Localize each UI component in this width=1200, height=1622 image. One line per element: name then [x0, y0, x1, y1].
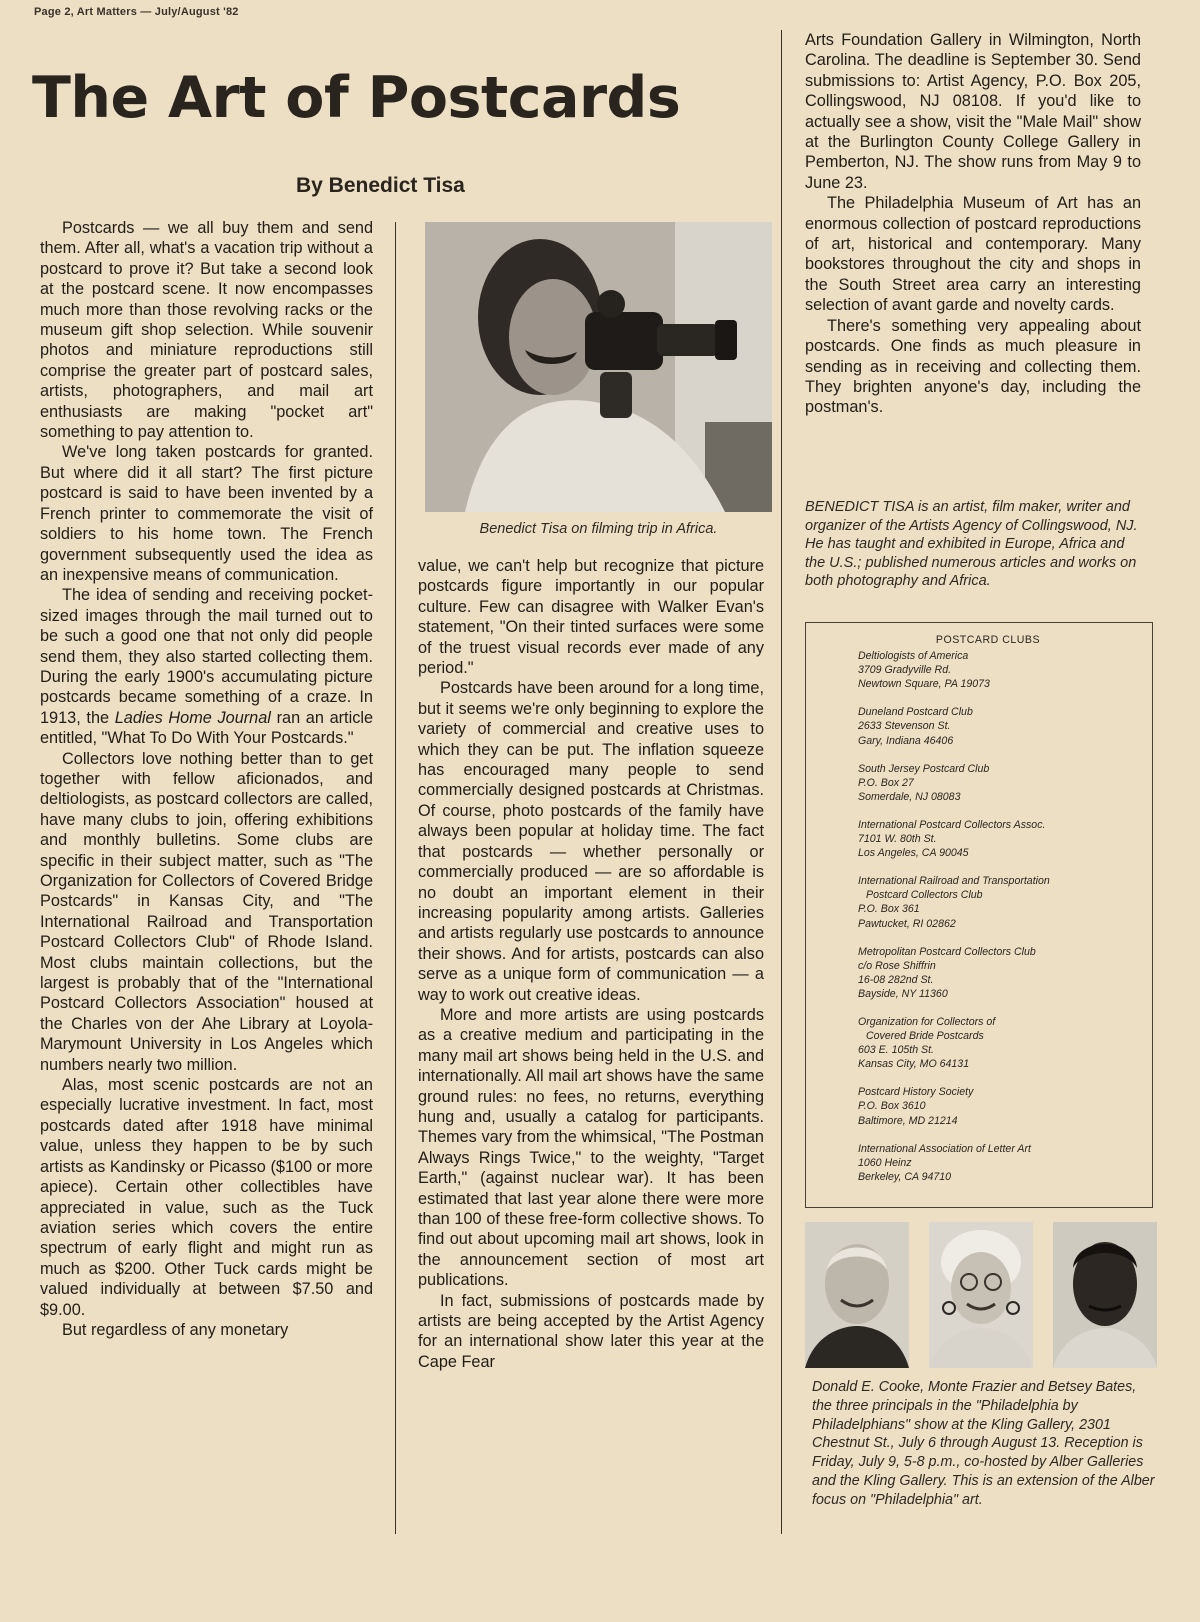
club-entry: Organization for Collectors of Covered Bride Postcards 603 E. 105th St. Kansas City, MO 64131: [858, 1015, 996, 1071]
portraits-row: [805, 1222, 1159, 1372]
clubs-title: POSTCARD CLUBS: [935, 634, 1041, 646]
paragraph: Alas, most scenic postcards are not an especially lucrative investment. In fact, most postcards dated after 1918 have minimal value, unless they happen to be by such artists as Kandinsky or Picasso ($100 or more apiece). Certain other collectibles have appreciated in value, such as the Tuck aviation series which covers the entire spectrum of early flight and might run as much as $200. Other Tuck cards might be valued individually at between $7.50 and $9.00.: [40, 1076, 373, 1319]
portraits-caption: Donald E. Cooke, Monte Frazier and Betsey Bates, the three principals in the "Philadelphia by Philadelphians" show at the Kling Gallery, 2301 Chestnut St., July 6 through August 13. Reception is Friday, July 9, 5-8 p.m., co-hosted by Alber Galleries and the Kling Gallery. This is an extension of the Alber focus on "Philadelphia" art.: [812, 1379, 1155, 1508]
postcard-clubs-box: [805, 622, 1153, 1208]
paragraph: In fact, submissions of postcards made by artists are being accepted by the Artist Agency for an international show later this year at the Cape Fear: [418, 1291, 764, 1371]
paragraph: But regardless of any monetary: [62, 1320, 289, 1339]
journal-title: Ladies Home Journal: [114, 708, 271, 727]
club-entry: Postcard History Society P.O. Box 3610 Baltimore, MD 21214: [858, 1086, 974, 1127]
author-photo: [425, 222, 772, 512]
column-3: [805, 30, 1141, 418]
running-head: Page 2, Art Matters — July/August '82: [34, 6, 239, 18]
paragraph: Arts Foundation Gallery in Wilmington, North Carolina. The deadline is September 30. Send submissions to: Artist Agency, P.O. Box 205, Collingswood, NJ 08108. If you'd like to actually see a show, visit the "Male Mail" show at the Burlington County College Gallery in Pemberton, NJ. The show runs from May 9 to June 23.: [805, 31, 1141, 192]
headline: The Art of Postcards: [32, 65, 681, 131]
paragraph: More and more artists are using postcards as a creative medium and participating in the many mail art shows being held in the U.S. and internationally. All mail art shows have the same ground rules: no fees, no returns, everything hung and, usually a catalog for participants. Themes vary from the whimsical, "The Postman Always Rings Twice," to the weighty, "Target Earth," (against nuclear war). It has been estimated that last year alone there were more than 100 of these free-form collective shows. To find out about upcoming mail art shows, look in the announcement section of most art publications.: [418, 1005, 764, 1290]
club-entry: Deltiologists of America 3709 Gradyville Rd. Newtown Square, PA 19073: [858, 650, 990, 691]
paragraph: Postcards have been around for a long time, but it seems we're only beginning to explore the variety of commercial and creative uses to which they can be put. The inflation squeeze has encouraged many people to send commercially designed postcards at Christmas. Of course, photo postcards of the family have always been popular at holiday time. The fact that postcards — whether personally or commercially produced — are so affordable is no doubt an important element in their increasing popularity among artists. Galleries and artists regularly use postcards to announce their shows. And for artists, postcards can also serve as a unique form of communication — a way to work out creative ideas.: [418, 679, 764, 1004]
club-entry: International Postcard Collectors Assoc. 7101 W. 80th St. Los Angeles, CA 90045: [858, 818, 1046, 860]
club-entry: International Association of Letter Art 1060 Heinz Berkeley, CA 94710: [858, 1142, 1031, 1183]
club-entry: International Railroad and Transportation Postcard Collectors Club P.O. Box 361 Pawtucket, RI 02862: [858, 875, 1050, 930]
paragraph: The Philadelphia Museum of Art has an enormous collection of postcard reproductions of art, historical and contemporary. Many bookstores throughout the city and shops in the South Street area carry an interesting selection of avant garde and novelty cards.: [805, 194, 1141, 315]
club-entry: Duneland Postcard Club 2633 Stevenson St. Gary, Indiana 46406: [858, 706, 973, 747]
paragraph: Collectors love nothing better than to get together with fellow aficionados, and deltiologists, as postcard collectors are called, have many clubs to join, offering exhibitions and monthly bulletins. Some clubs are specific in their subject matter, such as "The Organization for Collectors of Covered Bridge Postcards" in Kansas City, and "The International Railroad and Transportation Postcard Collectors Club" of Rhode Island. Most clubs maintain collections, but the largest is probably that of the "International Postcard Collectors Association" housed at the Charles von der Ahe Library at Loyola-Marymount University in Los Angeles which numbers nearly two million.: [40, 749, 373, 1074]
club-entry: Metropolitan Postcard Collectors Club c/o Rose Shiffrin 16-08 282nd St. Bayside, NY 11360: [858, 945, 1036, 1000]
paragraph: There's something very appealing about postcards. One finds as much pleasure in sending as in receiving and collecting them. They brighten anyone's day, including the postman's.: [805, 316, 1141, 417]
column-1: [40, 218, 373, 1340]
club-entry: South Jersey Postcard Club P.O. Box 27 Somerdale, NJ 08083: [858, 762, 990, 803]
paragraph: The idea of sending and receiving pocket-sized images through the mail turned out to be such a good one that not only did people send them, they also started collecting them. During the early 1900's accumulating picture postcards became something of a craze. In 1913, the Ladies Home Journal ran an article entitled, "What To Do With Your Postcards.": [40, 586, 374, 748]
portrait-photo: [929, 1222, 1033, 1368]
byline: By Benedict Tisa: [296, 174, 465, 197]
column-rule-right: [781, 30, 782, 1534]
column-rule-left: [395, 222, 396, 1534]
portrait-photo: [805, 1222, 909, 1368]
paragraph: value, we can't help but recognize that picture postcards figure importantly in our popular culture. Few can disagree with Walker Evan's statement, "On their tinted surfaces were some of the truest visual records ever made of any period.": [418, 557, 764, 678]
photo-caption: Benedict Tisa on filming trip in Africa.: [479, 521, 718, 537]
portrait-photo: [1053, 1222, 1157, 1368]
paragraph: We've long taken postcards for granted. But where did it all start? The first picture postcard is said to have been invented by a French printer to commemorate the visit of soldiers to his home town. The French government subsequently used the idea as an inexpensive means of communication.: [40, 443, 373, 584]
paragraph: Postcards — we all buy them and send them. After all, what's a vacation trip without a postcard to prove it? But take a second look at the postcard scene. It now encompasses much more than those revolving racks or the museum gift shop selection. While souvenir photos and miniature reproductions still comprise the greater part of postcard sales, artists, photographers, and mail art enthusiasts are making "pocket art" something to pay attention to.: [40, 219, 373, 442]
author-bio: BENEDICT TISA is an artist, film maker, writer and organizer of the Artists Agency of Collingswood, NJ. He has taught and exhibited in Europe, Africa and the U.S.; published numerous articles and works on both photography and Africa.: [805, 499, 1138, 590]
photo-illustration: [425, 222, 772, 512]
column-2: [418, 556, 764, 1372]
